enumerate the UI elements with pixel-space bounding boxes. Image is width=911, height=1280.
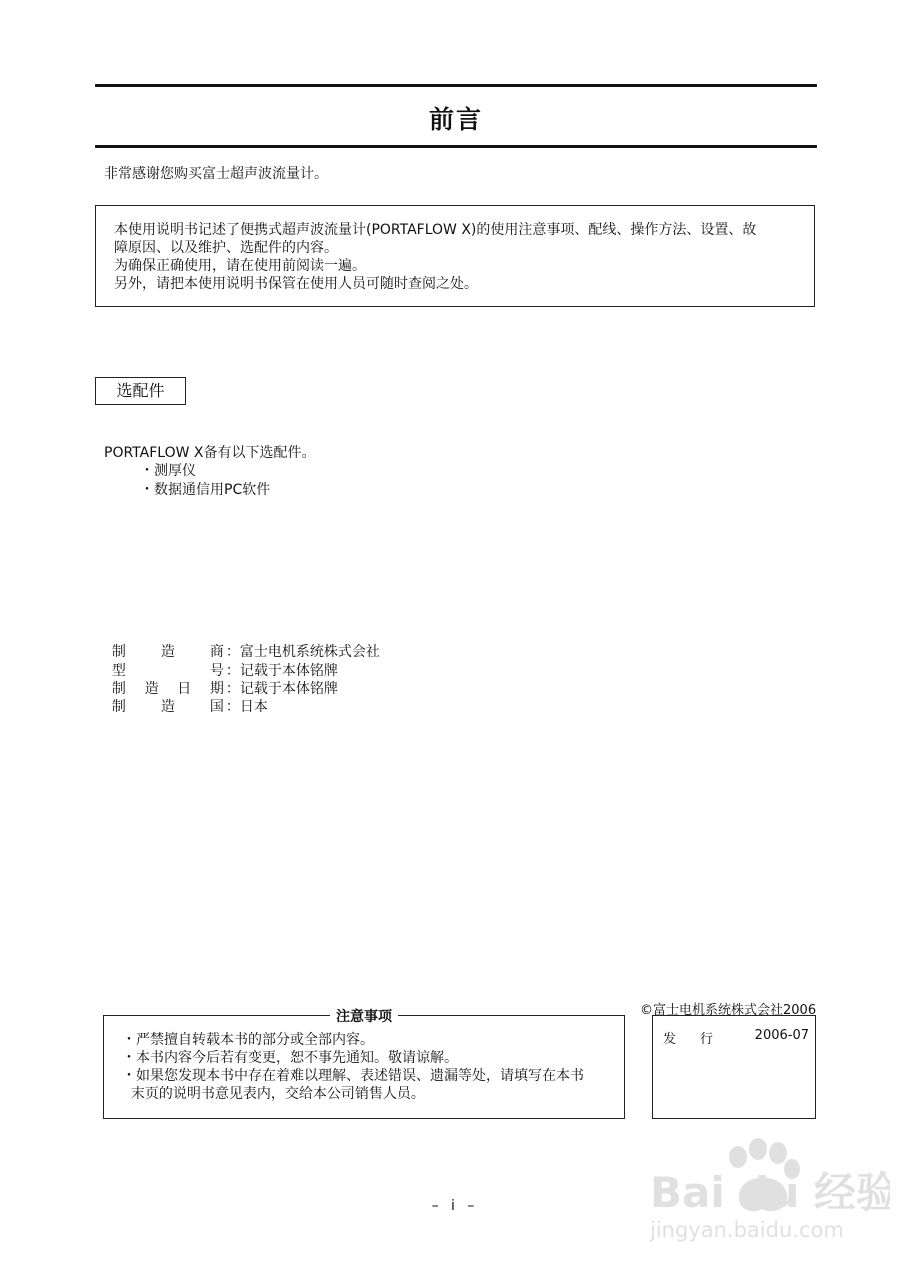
model-label: 型号	[111, 663, 224, 679]
notice-title-wrap	[104, 1006, 624, 1026]
description-line: 另外，请把本使用说明书保管在使用人员可随时查阅之处。	[114, 276, 478, 292]
issue-date: 2006-07	[754, 1028, 809, 1043]
notice-box	[103, 1009, 625, 1119]
page-number: – i –	[431, 1198, 479, 1214]
watermark-url: jingyan.baidu.com	[650, 1218, 844, 1242]
intro-text: 非常感谢您购买富士超声波流量计。	[104, 166, 328, 182]
watermark-brand: Bai du 经验	[650, 1168, 890, 1217]
option-item: ・数据通信用PC软件	[140, 482, 271, 498]
description-line: 本使用说明书记述了便携式超声波流量计(PORTAFLOW X)的使用注意事项、配线、操作方法、设置、故	[114, 222, 757, 238]
title-bottom-rule	[95, 145, 817, 148]
country-label: 制造国	[111, 699, 224, 715]
description-box	[95, 205, 815, 307]
model-value: ：记载于本体铭牌	[225, 663, 338, 679]
notice-item: ・如果您发现本书中存在着难以理解、表述错误、遗漏等处，请填写在本书	[122, 1068, 584, 1084]
notice-item: ・本书内容今后若有变更，恕不事先通知。敬请谅解。	[122, 1050, 458, 1066]
description-line: 障原因、以及维护、选配件的内容。	[114, 240, 338, 256]
manufacture-date-value: ：记载于本体铭牌	[225, 681, 338, 697]
paw-icon	[640, 1135, 890, 1250]
watermark-logo	[640, 1135, 890, 1250]
title-top-rule	[95, 84, 817, 87]
manufacture-date-label: 制造日期	[111, 681, 224, 697]
copyright: ©富士电机系统株式会社2006	[640, 1003, 817, 1018]
country-value: ：日本	[225, 699, 268, 715]
page-title: 前言	[428, 105, 483, 134]
options-intro: PORTAFLOW X备有以下选配件。	[104, 445, 316, 461]
notice-title: 注意事项	[330, 1009, 398, 1025]
option-item: ・测厚仪	[140, 463, 196, 479]
description-line: 为确保正确使用，请在使用前阅读一遍。	[114, 258, 366, 274]
options-heading: 选配件	[95, 377, 186, 405]
manufacturer-label: 制造商	[111, 644, 224, 660]
issue-label: 发行	[663, 1032, 738, 1047]
notice-item: 末页的说明书意见表内，交给本公司销售人员。	[122, 1086, 425, 1102]
manufacturer-value: ：富士电机系统株式会社	[225, 644, 380, 660]
notice-item: ・严禁擅自转载本书的部分或全部内容。	[122, 1032, 374, 1048]
issue-box	[652, 1015, 816, 1119]
country-row	[103, 679, 268, 717]
